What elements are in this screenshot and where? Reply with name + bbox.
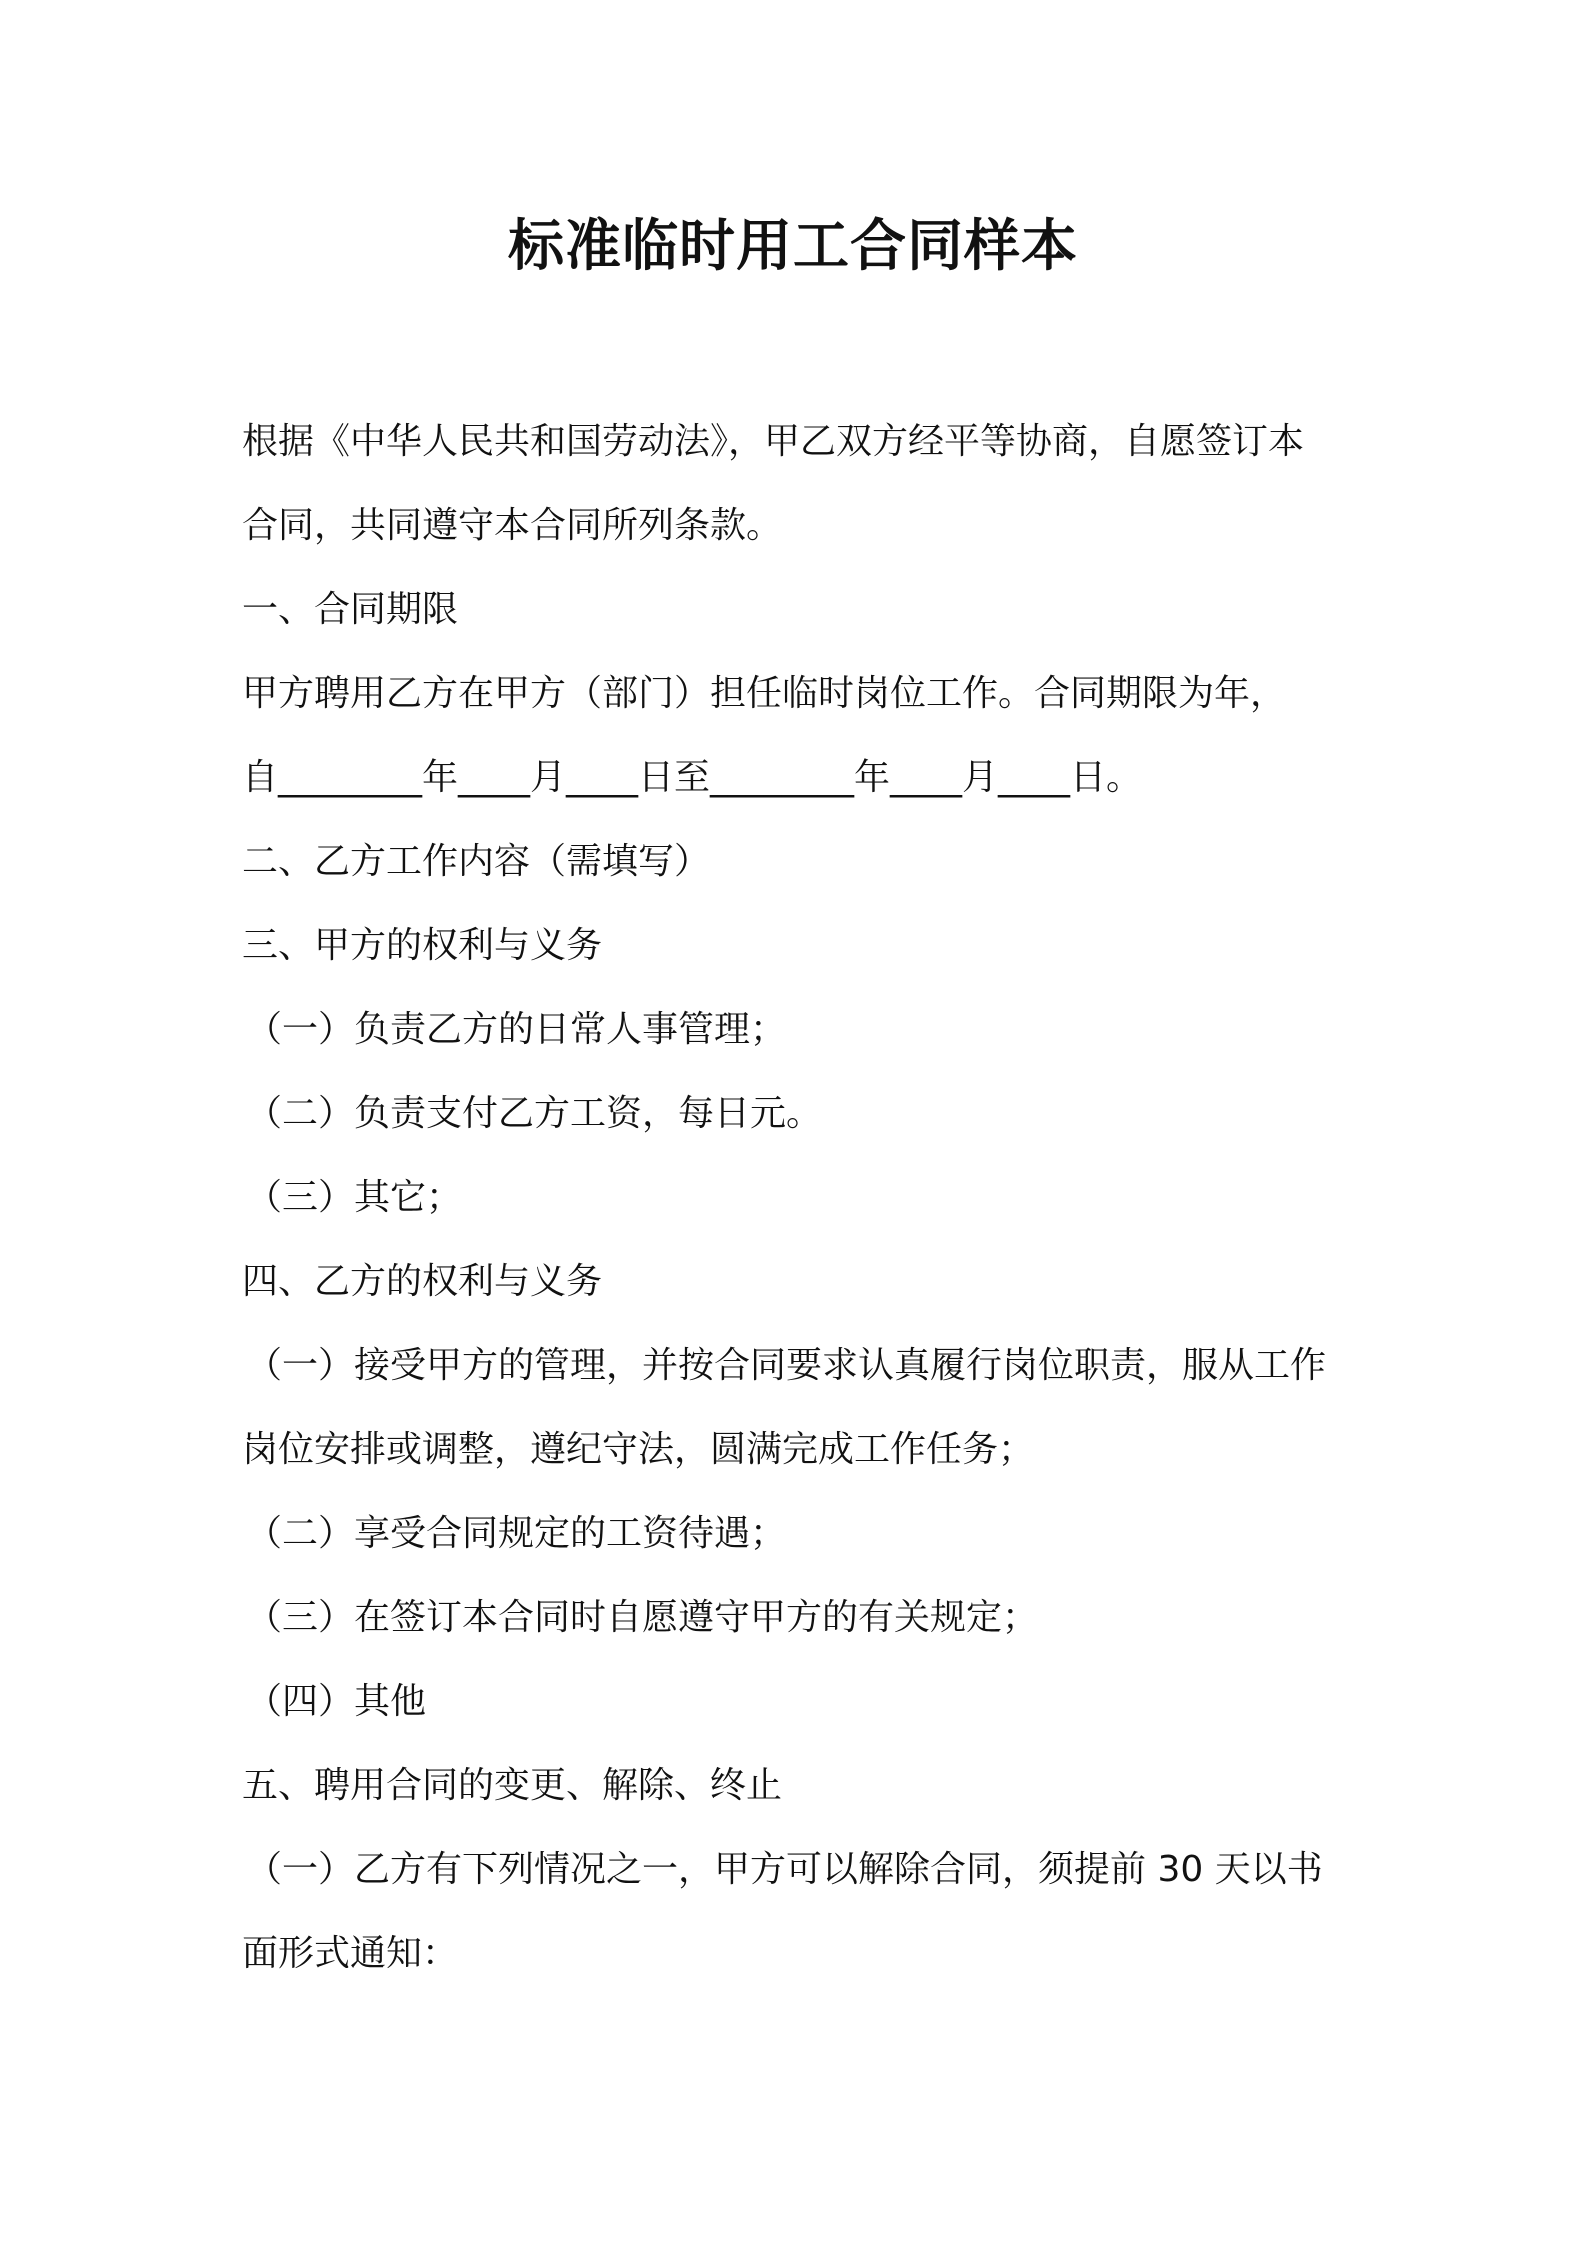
document-title: 标准临时用工合同样本 bbox=[508, 214, 1078, 279]
party-b-item-2: （二）享受合同规定的工资待遇； bbox=[246, 1513, 787, 1554]
party-a-item-2: （二）负责支付乙方工资，每日元。 bbox=[246, 1093, 823, 1134]
party-b-item-1-line-2: 岗位安排或调整，遵纪守法，圆满完成工作任务； bbox=[242, 1429, 1035, 1470]
party-a-item-3: （三）其它； bbox=[246, 1177, 463, 1218]
section-heading-4: 四、乙方的权利与义务 bbox=[242, 1261, 603, 1302]
document-body bbox=[242, 400, 1352, 1996]
contract-term-date-line: 自________年____月____日至________年____月____日。 bbox=[242, 757, 1142, 798]
section-heading-3: 三、甲方的权利与义务 bbox=[242, 925, 603, 966]
section-heading-2: 二、乙方工作内容（需填写） bbox=[242, 841, 711, 882]
party-a-item-1: （一）负责乙方的日常人事管理； bbox=[246, 1009, 787, 1050]
termination-item-1-line-1: （一）乙方有下列情况之一，甲方可以解除合同，须提前 30 天以书 bbox=[246, 1849, 1323, 1890]
termination-item-1-line-2: 面形式通知： bbox=[242, 1933, 459, 1974]
paragraph-intro-line-1: 根据《中华人民共和国劳动法》，甲乙双方经平等协商，自愿签订本 bbox=[242, 421, 1305, 462]
paragraph-intro-line-2: 合同，共同遵守本合同所列条款。 bbox=[242, 505, 783, 546]
party-b-item-4: （四）其他 bbox=[246, 1681, 427, 1722]
party-b-item-1-line-1: （一）接受甲方的管理，并按合同要求认真履行岗位职责，服从工作 bbox=[246, 1345, 1327, 1386]
section-heading-1: 一、合同期限 bbox=[242, 589, 459, 630]
section-heading-5: 五、聘用合同的变更、解除、终止 bbox=[242, 1765, 783, 1806]
party-b-item-3: （三）在签订本合同时自愿遵守甲方的有关规定； bbox=[246, 1597, 1039, 1638]
contract-term-line-1: 甲方聘用乙方在甲方（部门）担任临时岗位工作。合同期限为年， bbox=[242, 673, 1287, 714]
